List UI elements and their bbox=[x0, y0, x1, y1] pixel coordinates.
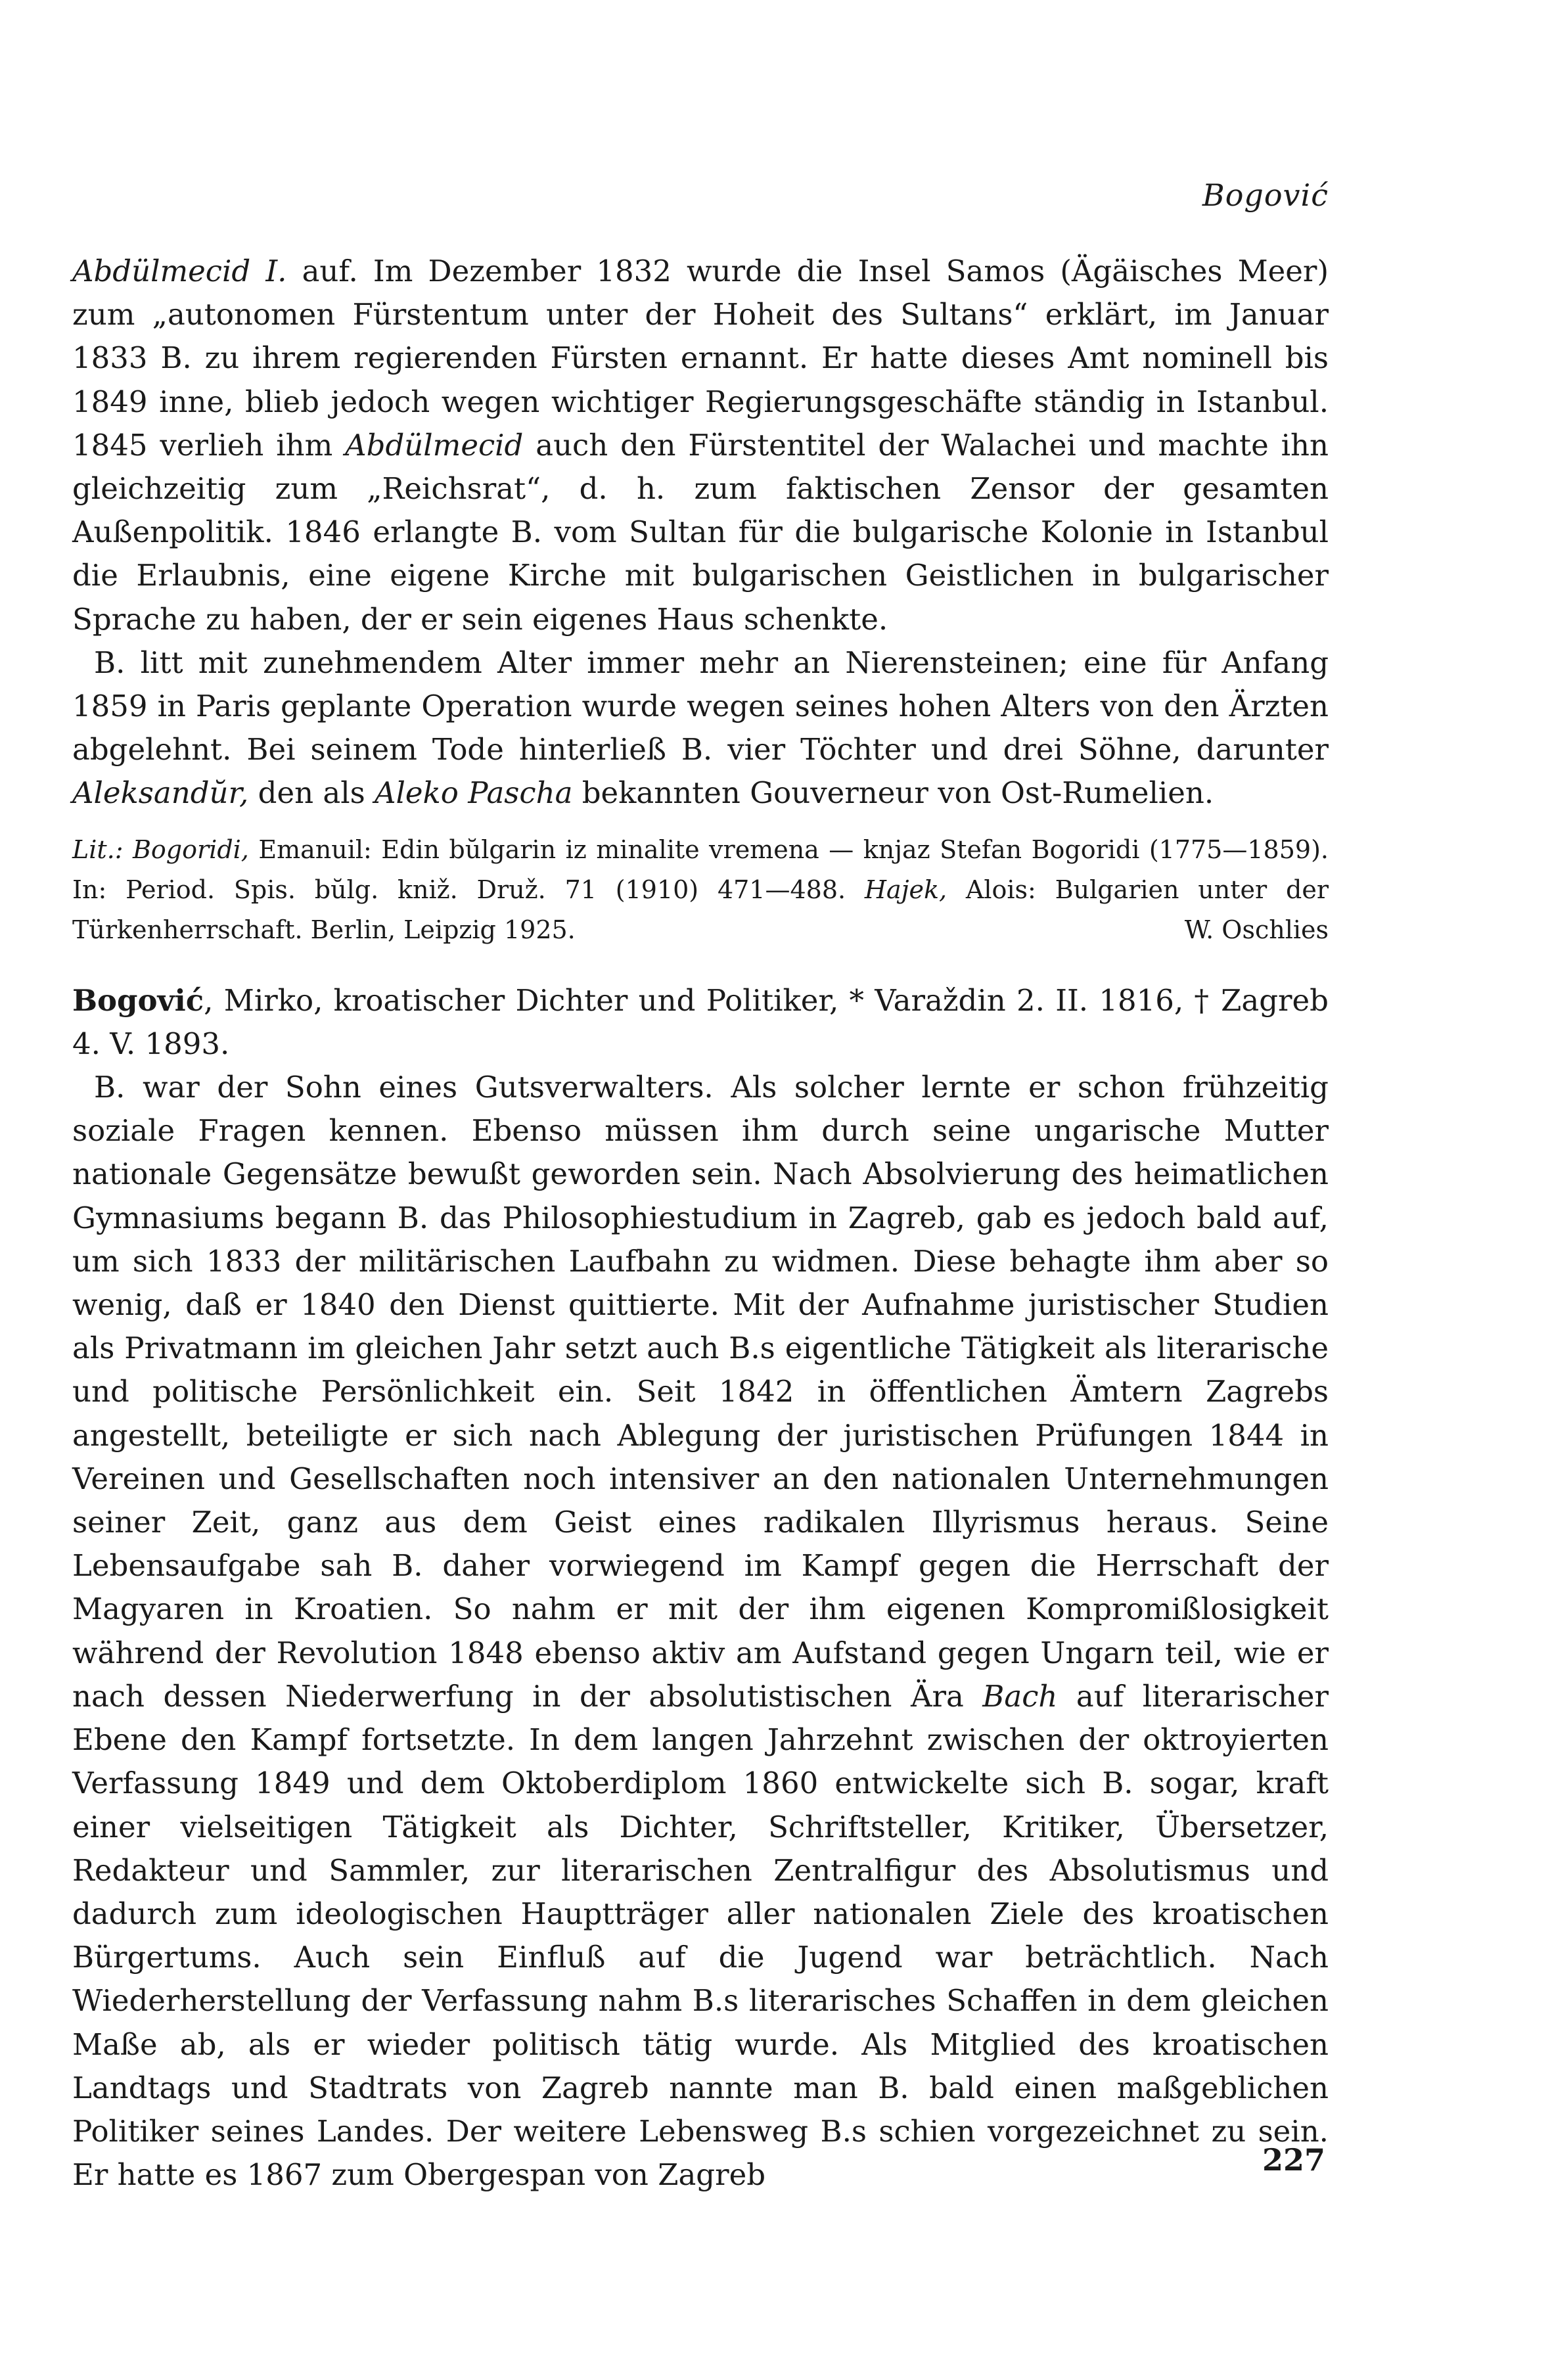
paragraph-3 bbox=[72, 1066, 1329, 2197]
text-run: den als bbox=[248, 775, 375, 811]
text-run: auch den Fürstentitel der Walachei und machte ihn gleichzeitig zum „Reichsrat“, d. h. zum faktischen Zensor der gesamten Außenpolitik. 1846 erlangte B. vom Sultan für die bulgarische Kolonie in Istanbul die Erlaubnis, eine eigene Kirche mit bulgarischen Geistlichen in bulgarischer Sprache zu haben, der er sein eigenes Haus schenkte. bbox=[72, 427, 1329, 637]
person-name: Abdülmecid I. bbox=[72, 254, 287, 288]
text-run: Alois: Bulgarien unter der Türkenherrschaft. Berlin, Leipzig 1925. bbox=[72, 875, 1329, 944]
text-run: Emanuil: Edin bŭlgarin iz minalite vremena — knjaz Stefan Bogoridi (1775—1859). In: Period. Spis. bŭlg. kniž. Druž. 71 (1910) 471—488. bbox=[72, 835, 1329, 904]
text-run: auf. Im Dezember 1832 wurde die Insel Samos (Ägäisches Meer) zum „autonomen Fürstentum unter der Hoheit des Sultans“ erklärt, im Januar 1833 B. zu ihrem regierenden Fürsten ernannt. Er hatte dieses Amt nominell bis 1849 inne, blieb jedoch wegen wichtiger Regierungsgeschäfte ständig in Istanbul. 1845 verlieh ihm bbox=[72, 254, 1329, 463]
text-run: auf literarischer Ebene den Kampf fortsetzte. In dem langen Jahrzehnt zwischen der oktroyierten Verfassung 1849 und dem Oktoberdiplom 1860 entwickelte sich B. sogar, kraft einer vielseitigen Tätigkeit als Dichter, Schriftsteller, Kritiker, Übersetzer, Redakteur und Sammler, zur literarischen Zentralfigur des Absolutismus und dadurch zum ideologischen Hauptträger aller nationalen Ziele des kroatischen Bürgertums. Auch sein Einfluß auf die Jugend war beträchtlich. Nach Wiederherstellung der Verfassung nahm B.s literarisches Schaffen in dem gleichen Maße ab, als er wieder politisch tätig wurde. Als Mitglied des kroatischen Landtags und Stadtrats von Zagreb nannte man B. bald einen maßgeblichen Politiker seines Landes. Der weitere Lebensweg B.s schien vorgezeichnet zu sein. Er hatte es 1867 zum Obergespan von Zagreb bbox=[72, 1678, 1329, 2193]
running-head: Bogović bbox=[1202, 177, 1329, 213]
entry-heading-text: , Mirko, kroatischer Dichter und Politiker, * Varaždin 2. II. 1816, † Zagreb 4. V. 1893. bbox=[72, 982, 1329, 1061]
entry-separator bbox=[72, 950, 1329, 979]
entry-heading bbox=[72, 979, 1329, 1066]
author-signature: W. Oschlies bbox=[1184, 915, 1329, 944]
text-run: B. litt mit zunehmendem Alter immer mehr an Nierensteinen; eine für Anfang 1859 in Paris geplante Operation wurde wegen seines hohen Alters von den Ärzten abgelehnt. Bei seinem Tode hinterließ B. vier Töchter und drei Söhne, darunter bbox=[72, 645, 1329, 767]
literature-reference bbox=[72, 830, 1329, 950]
paragraph-1 bbox=[72, 250, 1329, 641]
text-run: bekannten Gouverneur von Ost-Rumelien. bbox=[572, 775, 1214, 811]
author-name: Hajek, bbox=[864, 875, 947, 904]
person-name: Abdülmecid bbox=[345, 427, 524, 463]
entry-name: Bogović bbox=[72, 982, 204, 1018]
author-name: Bogoridi, bbox=[133, 835, 249, 864]
person-name: Aleko Pascha bbox=[375, 775, 573, 811]
text-run bbox=[124, 835, 133, 864]
text-run: B. war der Sohn eines Gutsverwalters. Als solcher lernte er schon frühzeitig soziale Fragen kennen. Ebenso müssen ihm durch seine ungarische Mutter nationale Gegensätze bewußt geworden sein. Nach Absolvierung des heimatlichen Gymnasiums begann B. das Philosophiestudium in Zagreb, gab es jedoch bald auf, um sich 1833 der militärischen Laufbahn zu widmen. Diese behagte ihm aber so wenig, daß er 1840 den Dienst quittierte. Mit der Aufnahme juristischer Studien als Privatmann im gleichen Jahr setzt auch B.s eigentliche Tätigkeit als literarische und politische Persönlichkeit ein. Seit 1842 in öffentlichen Ämtern Zagrebs angestellt, beteiligte er sich nach Ablegung der juristischen Prüfungen 1844 in Vereinen und Gesellschaften noch intensiver an den nationalen Unternehmungen seiner Zeit, ganz aus dem Geist eines radikalen Illyrismus heraus. Seine Lebensaufgabe sah B. daher vorwiegend im Kampf gegen die Herrschaft der Magyaren in Kroatien. So nahm er mit der ihm eigenen Kompromißlosigkeit während der Revolution 1848 ebenso aktiv am Aufstand gegen Ungarn teil, wie er nach dessen Niederwerfung in der absolutistischen Ära bbox=[72, 1070, 1329, 1714]
paragraph-2 bbox=[72, 641, 1329, 815]
page-number: 227 bbox=[1262, 2142, 1325, 2178]
lit-label: Lit.: bbox=[72, 835, 124, 864]
person-name: Bach bbox=[982, 1678, 1058, 1714]
body-column bbox=[72, 250, 1329, 2197]
person-name: Aleksandŭr, bbox=[72, 775, 249, 811]
